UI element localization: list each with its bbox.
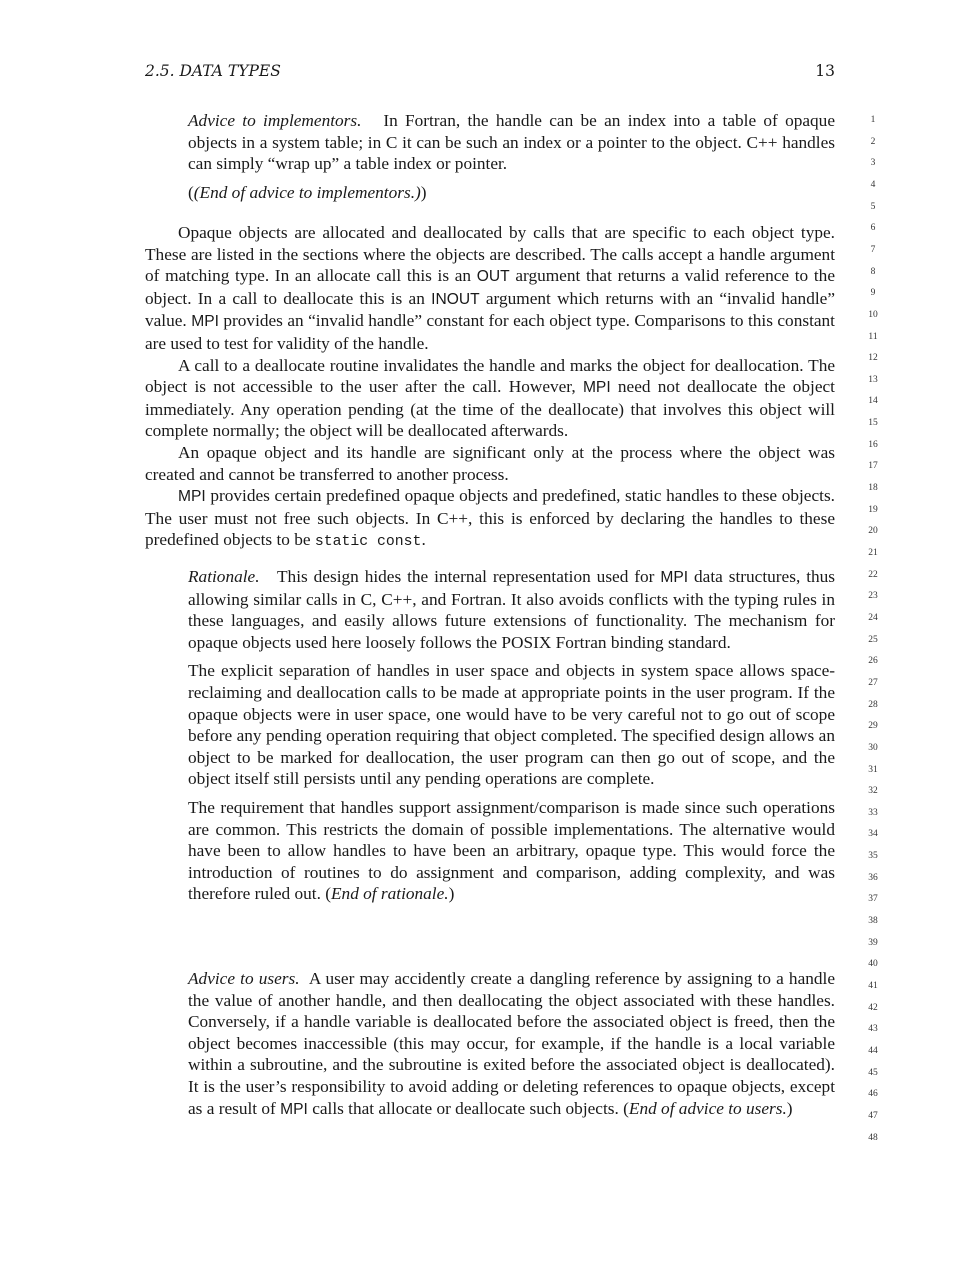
paragraph-predefined [145, 485, 835, 554]
paragraph-opaque-objects [145, 222, 835, 355]
mpi-name: MPI [660, 569, 689, 586]
text-run: need not deallocate the object immediately. Any operation pending (at the time of the deallocate) that involves this object will complete normally; the object will be deallocated afterwards. [145, 377, 835, 441]
code-out: OUT [476, 268, 510, 286]
mpi-name: MPI [191, 313, 219, 331]
line-number: 24 [868, 612, 878, 623]
line-number: 32 [868, 786, 878, 797]
line-number: 1 [870, 115, 876, 125]
text-run: provides an “invalid handle” constant for each object type. Comparisons to this constant are used to test for validity of the handle. [145, 311, 835, 353]
text-run: The requirement that handles support assignment/comparison is made since such operations are common. This restricts the domain of possible implementations. The alternative would have been to allow handles to have been an arbitrary, opaque type. This would force the introduction of routines to do assignment and comparison, adding complexity, and was therefore ruled out. [188, 797, 835, 904]
advice-implementors-end-text: (End of advice to implementors.) [193, 182, 421, 202]
line-number: 28 [868, 699, 878, 710]
line-number: 39 [868, 937, 878, 948]
text-run: . [421, 530, 426, 550]
mpi-name: MPI [582, 379, 611, 397]
page-number: 13 [815, 62, 835, 80]
line-number: 22 [868, 569, 878, 580]
line-number: 27 [868, 677, 878, 688]
code-inout: INOUT [431, 290, 480, 308]
line-number: 31 [868, 764, 878, 775]
line-number: 13 [868, 374, 878, 385]
text-run: Opaque objects are allocated and deallocated by calls that are specific to each object type. These are listed in the sections where the objects are described. The calls accept a handle argument of matching type. In an allocate call this is an [145, 223, 835, 286]
line-number: 2 [870, 136, 876, 147]
line-number: 14 [868, 396, 878, 407]
advice-users-end: End of advice to users. [628, 1098, 787, 1118]
text-run: This design hides the internal representation used for [277, 567, 661, 586]
line-number: 44 [868, 1045, 878, 1056]
line-number: 5 [870, 201, 876, 212]
text-run: argument that returns a valid reference to the object. In a call to deallocate this is an [145, 266, 835, 308]
line-number: 4 [870, 179, 876, 190]
line-number: 23 [868, 591, 878, 602]
line-number: 6 [870, 223, 876, 234]
line-number: 25 [868, 634, 878, 645]
line-number: 41 [868, 981, 878, 991]
running-header-section: 2.5. DATA TYPES [145, 62, 281, 80]
line-number: 11 [868, 331, 878, 342]
line-number: 34 [868, 829, 878, 840]
text-run: A call to a deallocate routine invalidates the handle and marks the object for deallocation. The object is not accessible to the user after the call. However, [145, 355, 835, 397]
line-number: 26 [868, 656, 878, 667]
rationale-paragraph-2: The explicit separation of handles in user space and objects in system space allows space-reclaiming and deallocation calls to be made at appropriate points in the user program. If the opaque objects were in user space, one would have to be very careful not to go out of scope before any pending operation requiring that object completed. The specified design allows an object to be marked for deallocation, the user program can then go out of scope, and the object itself still persists until any pending operations are complete. [188, 661, 835, 789]
line-number: 45 [868, 1067, 878, 1078]
line-number: 7 [870, 244, 876, 255]
line-number: 16 [868, 439, 878, 450]
line-number: 8 [870, 266, 876, 277]
line-number: 43 [868, 1024, 878, 1035]
line-number: 38 [868, 916, 878, 927]
code-static-const: static const [314, 534, 422, 551]
text-run: A user may accidently create a dangling reference by assigning to a handle the value of another handle, and then deallocating the object associated with these handles. Conversely, if a handle variable is deallocated before the associated object is freed, then the object becomes inaccessible (this may occur, for example, if the handle is a local variable within a subroutine, and the subroutine is exited before the associated object is deallocated). It is the user’s responsibility to avoid adding or deleting references to opaque objects, except as a result of [188, 969, 835, 1118]
main-text [145, 222, 835, 554]
line-number: 48 [868, 1132, 878, 1143]
line-number: 35 [868, 851, 878, 862]
line-number: 21 [868, 548, 878, 558]
line-number: 40 [868, 959, 878, 970]
advice-implementors-end: ((End of advice to implementors.)) [188, 182, 427, 202]
advice-to-users [188, 968, 835, 1120]
text-run: provides certain predefined opaque objects and predefined, static handles to these objects. The user must not free such objects. In C++, this is enforced by declaring the handles to these predefined objects to be [145, 486, 835, 550]
line-number: 15 [868, 418, 878, 429]
paragraph-significant: An opaque object and its handle are significant only at the process where the object was created and cannot be transferred to another process. [145, 442, 835, 484]
advice-users-paragraph: Advice to users. A user may accidently create a dangling reference by assigning to a handle the value of another handle, and then deallocating the object associated with these handles. Conversely, if a handle variable is deallocated before the associated object is freed, then the object becomes inaccessible (this may occur, for example, if the handle is a local variable within a subroutine, and the subroutine is exited before the associated object is deallocated). It is the user’s responsibility to avoid adding or deleting references to opaque objects, except as a result of MPI calls that allocate or deallocate such objects. (End of advice to users.) [188, 969, 835, 1118]
line-number: 10 [868, 309, 878, 320]
text-run: calls that allocate or deallocate such objects. [307, 1098, 624, 1118]
mpi-name: MPI [280, 1100, 308, 1118]
line-number: 30 [868, 742, 878, 753]
line-number: 3 [870, 158, 876, 169]
line-number: 47 [868, 1110, 878, 1121]
paragraph-deallocate [145, 355, 835, 442]
line-number: 20 [868, 526, 878, 537]
line-number: 37 [868, 894, 878, 905]
line-number: 19 [868, 504, 878, 515]
line-number: 9 [870, 288, 876, 299]
line-number: 12 [868, 353, 878, 364]
advice-to-implementors [188, 110, 835, 203]
advice-implementors-lead: Advice to implementors. [188, 111, 362, 130]
line-number-gutter [856, 0, 896, 1267]
rationale-paragraph-1 [188, 566, 835, 653]
line-number: 29 [868, 721, 878, 732]
text-run: argument which returns with an “invalid handle” value. [145, 288, 835, 331]
line-number: 17 [868, 461, 878, 472]
rationale-paragraph-3: The requirement that handles support assignment/comparison is made since such operations are common. This restricts the domain of possible implementations. The alternative would have been to allow handles to have been an arbitrary, opaque type. This would force the introduction of routines to do assignment and comparison, adding complexity, and was therefore ruled out. (End of rationale.) [188, 797, 835, 904]
mpi-name: MPI [178, 488, 206, 506]
rationale-block [188, 566, 835, 905]
rationale-lead: Rationale. [188, 567, 260, 586]
line-number: 36 [868, 872, 878, 883]
text-run: data structures, thus allowing similar calls in C, C++, and Fortran. It also avoids conflicts with the typing rules in these languages, and easily allows future extensions of functionality. The mechanism for opaque objects used here loosely follows the POSIX Fortran binding standard. [188, 567, 835, 652]
advice-users-lead: Advice to users. [188, 969, 300, 988]
line-number: 33 [868, 807, 878, 818]
advice-implementors-text: In Fortran, the handle can be an index into a table of opaque objects in a system table; in C it can be such an index or a pointer to the object. C++ handles can simply “wrap up” a table index or pointer. [188, 111, 835, 174]
rationale-end: End of rationale. [331, 884, 449, 904]
line-number: 18 [868, 483, 878, 494]
line-number: 46 [868, 1089, 878, 1100]
line-number: 42 [868, 1002, 878, 1013]
